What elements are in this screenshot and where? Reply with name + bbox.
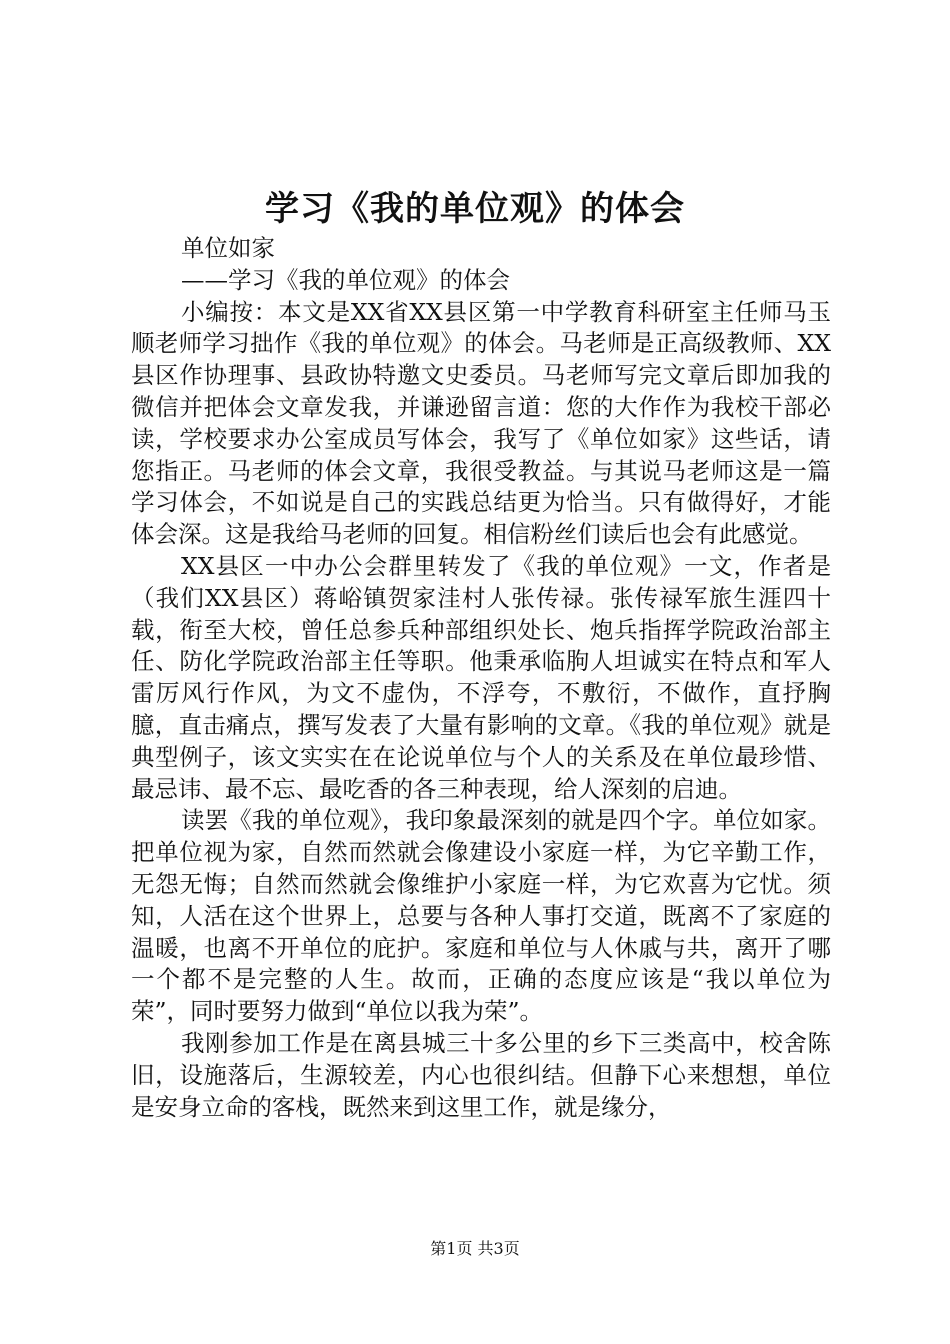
document-body (131, 233, 831, 1123)
subtitle-line: 单位如家 (181, 234, 275, 262)
body-paragraph: 小编按：本文是XX省XX县区第一中学教育科研室主任师马玉顺老师学习拙作《我的单位观》的体会。马老师是正高级教师、XX县区作协理事、县政协特邀文史委员。马老师写完文章后即加我的微信并把体会文章发我，并谦逊留言道：您的大作作为我校干部必读，学校要求办公室成员写体会，我写了《单位如家》这些话，请您指正。马老师的体会文章，我很受教益。与其说马老师这是一篇学习体会，不如说是自己的实践总结更为恰当。只有做得好，才能体会深。这是我给马老师的回复。相信粉丝们读后也会有此感觉。 (131, 297, 831, 549)
body-paragraph: XX县区一中办公会群里转发了《我的单位观》一文，作者是（我们XX县区）蒋峪镇贺家洼村人张传禄。张传禄军旅生涯四十载，衔至大校，曾任总参兵种部组织处长、炮兵指挥学院政治部主任、防化学院政治部主任等职。他秉承临朐人坦诚实在特点和军人雷厉风行作风，为文不虚伪，不浮夸，不敷衍，不做作，直抒胸臆，直击痛点，撰写发表了大量有影响的文章。《我的单位观》就是典型例子，该文实实在在论说单位与个人的关系及在单位最珍惜、最忌讳、最不忘、最吃香的各三种表现，给人深刻的启迪。 (131, 551, 831, 803)
body-paragraph: 读罢《我的单位观》，我印象最深刻的就是四个字。单位如家。把单位视为家，自然而然就会像建设小家庭一样，为它辛勤工作，无怨无悔；自然而然就会像维护小家庭一样，为它欢喜为它忧。须知，人活在这个世界上，总要与各种人事打交道，既离不了家庭的温暖，也离不开单位的庇护。家庭和单位与人休戚与共，离开了哪一个都不是完整的人生。故而，正确的态度应该是“我以单位为荣”，同时要努力做到“单位以我为荣”。 (131, 806, 831, 1026)
subtitle-line: ——学习《我的单位观》的体会 (181, 265, 510, 294)
page-footer: 第1页 共3页 (430, 1239, 520, 1258)
body-paragraph: 我刚参加工作是在离县城三十多公里的乡下三类高中，校舍陈旧，设施落后，生源较差，内心也很纠结。但静下心来想想，单位是安身立命的客栈，既然来到这里工作，就是缘分， (131, 1028, 831, 1121)
document-title: 学习《我的单位观》的体会 (265, 189, 685, 229)
